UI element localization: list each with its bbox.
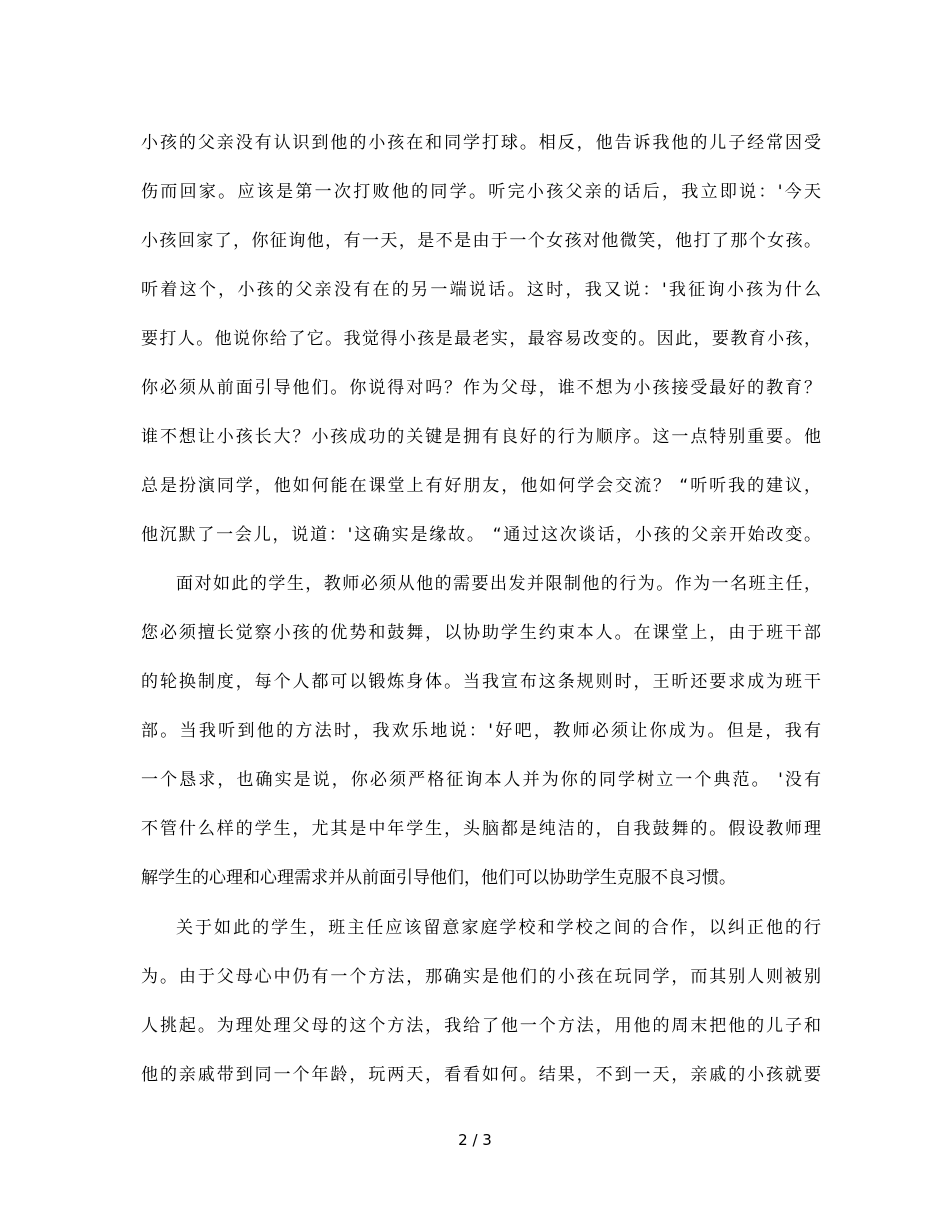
text-line: 要打人。他说你给了它。我觉得小孩是最老实，最容易改变的。因此，要教育小孩，	[141, 329, 821, 349]
text-line: 为。由于父母心中仍有一个方法，那确实是他们的小孩在玩同学，而其别人则被别	[141, 967, 821, 987]
text-line: 人挑起。为理处理父母的这个方法，我给了他一个方法，用他的周末把他的儿子和	[141, 1016, 821, 1036]
text-line: 解学生的心理和心理需求并从前面引导他们，他们可以协助学生克服不良习惯。	[141, 868, 736, 888]
paragraph-first-line: 面对如此的学生，教师必须从他的需要出发并限制他的行为。作为一名班主任，	[176, 574, 821, 594]
text-line: 一个恳求，也确实是说，你必须严格征询本人并为你的同学树立一个典范。 '没有	[141, 770, 821, 790]
text-line: 伤而回家。应该是第一次打败他的同学。听完小孩父亲的话后，我立即说：'今天	[141, 182, 821, 202]
text-line: 部。当我听到他的方法时，我欢乐地说：'好吧，教师必须让你成为。但是，我有	[141, 721, 821, 741]
text-line: 不管什么样的学生，尤其是中年学生，头脑都是纯洁的，自我鼓舞的。假设教师理	[141, 819, 821, 839]
text-line: 小孩的父亲没有认识到他的小孩在和同学打球。相反，他告诉我他的儿子经常因受	[141, 133, 821, 153]
text-line: 你必须从前面引导他们。你说得对吗？作为父母，谁不想为小孩接受最好的教育？	[141, 378, 821, 398]
text-line: 您必须擅长觉察小孩的优势和鼓舞，以协助学生约束本人。在课堂上，由于班干部	[141, 623, 821, 643]
page-number: 2 / 3	[458, 1131, 492, 1149]
text-line: 小孩回家了，你征询他，有一天，是不是由于一个女孩对他微笑，他打了那个女孩。	[141, 231, 821, 251]
text-line: 他的亲戚带到同一个年龄，玩两天，看看如何。结果，不到一天，亲戚的小孩就要	[141, 1065, 821, 1085]
text-line: 听着这个，小孩的父亲没有在的另一端说话。这时，我又说：'我征询小孩为什么	[141, 280, 821, 300]
text-line: 他沉默了一会儿，说道：'这确实是缘故。 “通过这次谈话，小孩的父亲开始改变。	[141, 525, 821, 545]
text-line: 谁不想让小孩长大？小孩成功的关键是拥有良好的行为顺序。这一点特别重要。他	[141, 427, 821, 447]
paragraph-first-line: 关于如此的学生，班主任应该留意家庭学校和学校之间的合作，以纠正他的行	[176, 918, 821, 938]
text-line: 总是扮演同学，他如何能在课堂上有好朋友，他如何学会交流？ “听听我的建议，	[141, 476, 821, 496]
text-line: 的轮换制度，每个人都可以锻炼身体。当我宣布这条规则时，王昕还要求成为班干	[141, 672, 821, 692]
